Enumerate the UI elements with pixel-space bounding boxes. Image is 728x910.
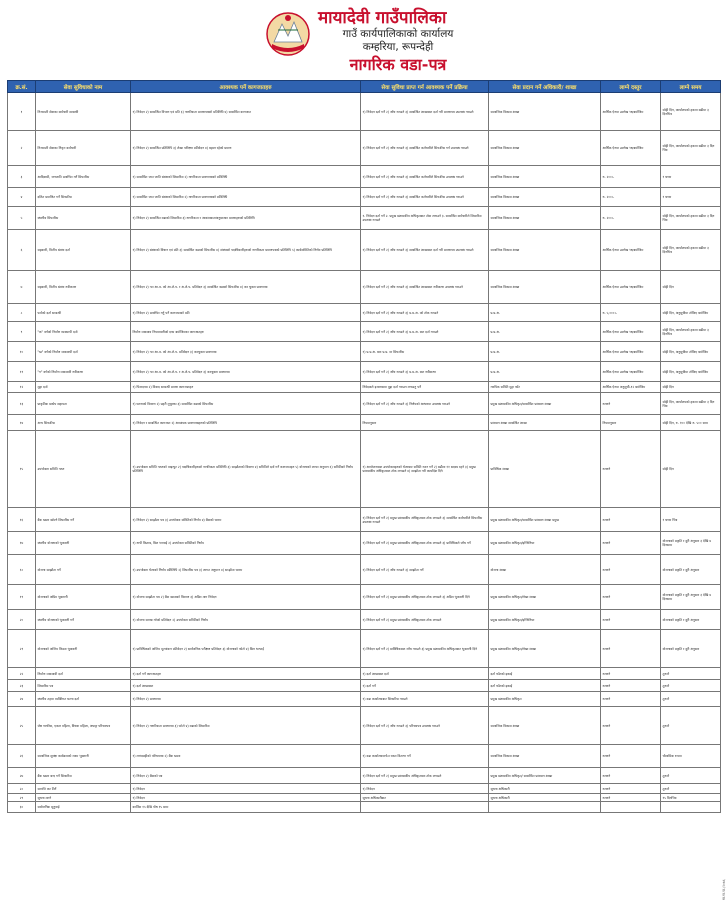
process-cell: १) निवेदन दर्ता गर्ने २) जाँच गराउने ३) प्र.प्र.अ. को तोक गराउने <box>361 304 489 322</box>
fee-cell: आर्थिक ऐनमा उल्लेख भएबमोजिम <box>601 230 661 271</box>
service-name-cell: प्राकृतिक प्रकोप सहायता <box>36 393 131 415</box>
process-cell: सूचना अधिकारीबाट <box>361 794 489 802</box>
service-name-cell: सम्पत्ति कर तिर्ने <box>36 784 131 794</box>
table-row <box>8 188 721 207</box>
process-cell: १) दर्ता शाखाबाट दर्ता <box>361 668 489 680</box>
serial-number-cell: २३ <box>8 680 36 692</box>
officer-cell: प्र.प्र.अ. <box>489 362 601 382</box>
table-row <box>8 794 721 802</box>
fee-cell: नलाग्ने <box>601 707 661 745</box>
table-row <box>8 668 721 680</box>
serial-number-cell: २२ <box>8 668 36 680</box>
fee-cell: नलाग्ने <box>601 393 661 415</box>
fee-cell: नलाग्ने <box>601 692 661 707</box>
fee-cell: नलाग्ने <box>601 794 661 802</box>
time-cell: सोही दिन <box>661 382 721 393</box>
process-cell: १) निवेदन दर्ता गर्ने २) जाँच गराउने ३) प्र.प्र.अ. बाट नवीकरण <box>361 362 489 382</box>
time-cell: १५ दिनभित्र <box>661 794 721 802</box>
fee-cell: नलाग्ने <box>601 745 661 768</box>
serial-number-cell: ६ <box>8 230 36 271</box>
process-cell: १) निवेदन दर्ता गर्ने २) प्रमुख प्रशासकीय अधिकृतबाट तोक लगाउने ३) सम्बन्धित कर्मचारीले सिफारिस उपलब्ध गराउने <box>361 508 489 532</box>
documents-cell: १) निवेदन २) सम्बन्धित वडाको सिफारिस ३) नागरिकता र आवश्यकताअनुसारका प्रमाणहरुको प्रतिलिपि <box>131 207 361 230</box>
time-cell <box>661 802 721 813</box>
serial-number-cell: १८ <box>8 555 36 585</box>
serial-number-cell: १४ <box>8 415 36 431</box>
fee-cell: नलाग्ने <box>601 768 661 784</box>
officer-cell: सूचना अधिकारी <box>489 794 601 802</box>
time-cell: तुरुन्तै <box>661 768 721 784</box>
officer-cell: सामाजिक विकास शाखा <box>489 271 601 304</box>
column-header: आवश्यक पर्ने कागजातहरु <box>131 81 361 93</box>
documents-cell: १) निवेदन २) गत आ.व. को आ.ले.प. र अ.ले.प. प्रतिवेदन ३) करचुक्ता प्रमाणपत्र <box>131 362 361 382</box>
documents-cell: १) निवेदन २) संस्थाको विधान एवं प्रति ३) सम्बन्धित वडाको सिफारिस ४) संस्थाको पदाधिकारीहरुको नागरिकता प्रमाणपत्रको प्रतिलिपि ५) कार्यसमितिको निर्णय प्रतिलिपि <box>131 230 361 271</box>
officer-cell: प्र.प्र.अ. <box>489 304 601 322</box>
officer-cell: प्रमुख प्रशासकीय अधिकृत/लेखा शाखा <box>489 630 601 668</box>
process-cell: १) निवेदन दर्ता गर्ने २) जाँच गराउने ३) सम्बन्धित कर्मचारीले सिफारिस उपलब्ध गराउने <box>361 188 489 207</box>
table-row <box>8 322 721 342</box>
column-header: सेवा सुविधाको नाम <box>36 81 131 93</box>
time-cell: सोही दिन, अनुसूचीमा तोकिए बमोजिम <box>661 342 721 362</box>
fee-cell: आर्थिक ऐनमा उल्लेख भएबमोजिम <box>601 362 661 382</box>
table-row <box>8 692 721 707</box>
office-title: गाउँ कार्यपालिकाको कार्यालय <box>342 28 454 40</box>
officer-cell: प्र.प्र.अ. <box>489 322 601 342</box>
fee-cell: रु. २००।- <box>601 188 661 207</box>
officer-cell: दर्ता फाँटको इकाई <box>489 668 601 680</box>
time-cell: सोही दिन, अनुसूचीमा तोकिए बमोजिम <box>661 362 721 382</box>
table-row <box>8 585 721 610</box>
table-row <box>8 431 721 508</box>
serial-number-cell: २६ <box>8 745 36 768</box>
time-cell: १ घण्टा भित्र <box>661 508 721 532</box>
serial-number-cell: ७ <box>8 271 36 304</box>
serial-number-cell: ८ <box>8 304 36 322</box>
service-name-cell: निर्माण व्यवसायी दर्ता <box>36 668 131 680</box>
table-row <box>8 271 721 304</box>
process-cell: १) वडा कार्यालयमार्फत रकम वितरण गर्ने <box>361 745 489 768</box>
officer-cell: सामाजिक विकास शाखा <box>489 166 601 188</box>
column-header: लाग्ने समय <box>661 81 721 93</box>
process-cell: १) निवेदन दर्ता गर्ने २) जाँच गराउने ३) सम्बन्धित शाखाबाट दर्ता गरी प्रमाणपत्र उपलब्ध गराउने <box>361 230 489 271</box>
officer-cell: सामाजिक विकास शाखा <box>489 188 601 207</box>
serial-number-cell: १ <box>8 93 36 131</box>
service-name-cell: "क" वर्गको निर्माण व्यवसायी दर्ता <box>36 322 131 342</box>
serial-number-cell: २४ <box>8 692 36 707</box>
table-row <box>8 131 721 166</box>
time-cell: तुरुन्तै <box>661 784 721 794</box>
table-row <box>8 166 721 188</box>
table-row <box>8 630 721 668</box>
documents-cell: १) सम्बन्धित जात जाति संस्थाको सिफारिस २) नागरिकता प्रमाणपत्रको प्रतिलिपि <box>131 166 361 188</box>
officer-cell: सामाजिक विकास शाखा <box>489 707 601 745</box>
table-row <box>8 93 721 131</box>
service-name-cell: सार्वजनिक सुनुवाई <box>36 802 131 813</box>
officer-cell: प्रमुख प्रशासकीय अधिकृत/लेखा शाखा <box>489 585 601 610</box>
table-row <box>8 362 721 382</box>
fee-cell: आर्थिक ऐनमा उल्लेख भएबमोजिम <box>601 271 661 304</box>
fee-cell <box>601 802 661 813</box>
process-cell: १) आयोजनाबाट उपभोक्ताहरुको भेलाबाट समिति गठन गर्ने २) बढीमा ११ सदस्य रहने ३) प्रमुख प्रशासकीय अधिकृतबाट तोक लगाउने ४) सम्झौता गरी कार्यादेश दिने <box>361 431 489 508</box>
process-cell: १) निवेदन दर्ता गर्ने २) प्रमुख प्रशासकीय अधिकृतबाट तोक लगाउने <box>361 610 489 630</box>
fee-cell: रु. २००।- <box>601 166 661 188</box>
officer-cell: प्रमुख प्रशासकीय अधिकृत <box>489 692 601 707</box>
process-cell: १) प्र.प्र.अ. बाट प्र.प्र. मा सिफारिस <box>361 342 489 362</box>
service-name-cell: सिफारिस पत्र <box>36 680 131 692</box>
time-cell: सोही दिन, रु. १०० देखि रु. ५०० सम्म <box>661 415 721 431</box>
time-cell: सोही दिन, अनुसूचीमा तोकिए बमोजिम <box>661 304 721 322</box>
service-name-cell: मुद्दा दर्ता <box>36 382 131 393</box>
time-cell: तुरुन्तै <box>661 707 721 745</box>
service-name-cell: स्थानीय योजनाको भुक्तानी गर्ने <box>36 610 131 630</box>
documents-cell: १) नापी किताब, बिल भरपाई २) उपभोक्ता समितिको निर्णय <box>131 532 361 555</box>
officer-cell: प्राविधिक शाखा <box>489 431 601 508</box>
documents-cell: १) निवेदन २) बैंकको पत्र <box>131 768 361 784</box>
table-row <box>8 382 721 393</box>
fee-cell: आर्थिक ऐनमा उल्लेख भएबमोजिम <box>601 131 661 166</box>
time-cell: सोही दिन, कार्यालयको हकमा बढीमा ३ दिनभित्र <box>661 230 721 271</box>
service-name-cell: स्थानीय तहमा व्यक्तिगत घटना दर्ता <box>36 692 131 707</box>
serial-number-cell: २१ <box>8 630 36 668</box>
service-name-cell: बैंक खाता बन्द गर्ने सिफारिस <box>36 768 131 784</box>
service-name-cell: योजनाको अन्तिम किस्ता भुक्तानी <box>36 630 131 668</box>
service-name-cell: सहकारी, वित्तीय संस्था दर्ता <box>36 230 131 271</box>
documents-cell: १) निवेदन २) गत आ.व. को आ.ले.प. र अ.ले.प. प्रतिवेदन ३) सम्बन्धित वडाको सिफारिस ४) कर चुक्ता प्रमाणपत्र <box>131 271 361 304</box>
officer-cell: दर्ता फाँटको इकाई <box>489 680 601 692</box>
documents-cell: निर्माण व्यवसाय नियमावलीको दफा बमोजिमका कागजातहरु <box>131 322 361 342</box>
serial-number-cell: १९ <box>8 585 36 610</box>
citizen-charter-table <box>7 80 721 813</box>
time-cell: सोही दिन, कार्यालयको हकमा बढीमा ३ दिनभित्र <box>661 322 721 342</box>
documents-cell: १) प्राविधिकको अन्तिम मूल्यांकन प्रतिवेदन २) सार्वजनिक परीक्षण प्रतिवेदन ३) योजनाको फोटो ४) बिल भरपाई <box>131 630 361 668</box>
fee-cell: नलाग्ने <box>601 555 661 585</box>
footer-code: मा.गा.पा./२०७६ <box>722 879 726 900</box>
column-header: सेवा सुविधा प्राप्त गर्न आवश्यक पर्ने प्रक्रिया <box>361 81 489 93</box>
documents-cell: १) निवेदन <box>131 794 361 802</box>
fee-cell: नलाग्ने <box>601 680 661 692</box>
serial-number-cell: १६ <box>8 508 36 532</box>
service-name-cell: फर्मको दर्ता सम्बन्धी <box>36 304 131 322</box>
serial-number-cell: १५ <box>8 431 36 508</box>
process-cell: १) निवेदन <box>361 784 489 794</box>
table-row <box>8 680 721 692</box>
office-address: कम्हरिया, रूपन्देही <box>362 41 434 53</box>
fee-cell: आर्थिक ऐनमा अनुसूची-१२ बमोजिम <box>601 382 661 393</box>
table-row <box>8 610 721 630</box>
officer-cell: सामाजिक विकास शाखा <box>489 93 601 131</box>
serial-number-cell: ५ <box>8 207 36 230</box>
time-cell: योजनाको प्रकृति र दुरी अनुसार ३ देखि ७ दिनसम्म <box>661 532 721 555</box>
document-title: नागरिक वडा-पत्र <box>349 55 447 74</box>
service-name-cell: सूचना माग्ने <box>36 794 131 802</box>
table-row <box>8 304 721 322</box>
table-row <box>8 508 721 532</box>
process-cell: १. निवेदन दर्ता गर्ने २. प्रमुख प्रशासकीय अधिकृतबाट तोक लगाउने ३. सम्बन्धित कर्मचारीले सिफारिस उपलब्ध गराउने <box>361 207 489 230</box>
process-cell: १) निवेदन दर्ता गर्ने २) प्राविधिकबाट जाँच गराउने ३) प्रमुख प्रशासकीय अधिकृतबाट भुक्तानी दिने <box>361 630 489 668</box>
process-cell: १) दर्ता गर्ने <box>361 680 489 692</box>
time-cell: योजनाको प्रकृति र दुरी अनुसार <box>661 555 721 585</box>
time-cell: १ घण्टा <box>661 188 721 207</box>
time-cell: सोही दिन, कार्यालयको हकमा बढीमा ३ दिन भित्र <box>661 393 721 415</box>
officer-cell: सूचना अधिकारी <box>489 784 601 794</box>
service-name-cell: योजनाको अग्रिम भुक्तानी <box>36 585 131 610</box>
fee-cell: आर्थिक ऐनमा उल्लेख भएबमोजिम <box>601 93 661 131</box>
documents-cell: १) सम्बन्धित जात जाति संस्थाको सिफारिस २) नागरिकता प्रमाणपत्रको प्रतिलिपि <box>131 188 361 207</box>
serial-number-cell: ३० <box>8 802 36 813</box>
time-cell: सोही दिन, कार्यालयको हकमा बढीमा ३ दिनभित्र <box>661 93 721 131</box>
serial-number-cell: २ <box>8 131 36 166</box>
officer-cell: सामाजिक विकास शाखा <box>489 745 601 768</box>
fee-cell: आर्थिक ऐनमा उल्लेख भएबमोजिम <box>601 342 661 362</box>
service-name-cell: स्थानीय योजनाको भुक्तानी <box>36 532 131 555</box>
officer-cell: प्रमुख प्रशासकीय अधिकृत/इन्जिनियर <box>489 610 601 630</box>
time-cell: चौमासिक रुपमा <box>661 745 721 768</box>
column-header: सेवा प्रदान गर्ने अधिकारी/ शाखा <box>489 81 601 93</box>
fee-cell: नलाग्ने <box>601 585 661 610</box>
fee-cell: नलाग्ने <box>601 508 661 532</box>
time-cell: सोही दिन, कार्यालयको हकमा बढीमा ३ दिन भित्र <box>661 207 721 230</box>
service-name-cell: आदिवासी, जनजाति प्रमाणित गर्ने सिफारिस <box>36 166 131 188</box>
officer-cell: प्रमुख प्रशासकीय अधिकृत/इन्जिनियर <box>489 532 601 555</box>
fee-cell: नलाग्ने <box>601 610 661 630</box>
officer-cell: सामाजिक विकास शाखा <box>489 207 601 230</box>
time-cell: योजनाको प्रकृति र दुरी अनुसार <box>661 630 721 668</box>
serial-number-cell: ९ <box>8 322 36 342</box>
table-row <box>8 230 721 271</box>
process-cell: १) निवेदन दर्ता गर्ने २) जाँच गराउने ३) निर्णयको आधारमा उपलब्ध गराउने <box>361 393 489 415</box>
documents-cell: १) लाभग्राहीको परिचयपत्र २) बैंक खाता <box>131 745 361 768</box>
officer-cell: न्यायिक समिति मुद्दा फाँट <box>489 382 601 393</box>
documents-cell: १) निवेदन २) प्रमाणपत्र <box>131 692 361 707</box>
service-name-cell: उपभोक्ता समिति गठन <box>36 431 131 508</box>
serial-number-cell: १७ <box>8 532 36 555</box>
process-cell: १) निवेदन दर्ता गर्ने २) प्रमुख प्रशासकीय अधिकृतबाट तोक लगाउने ३) अग्रिम भुक्तानी दिने <box>361 585 489 610</box>
service-name-cell: बैंक खाता खोल्ने सिफारिस गर्ने <box>36 508 131 532</box>
table-row <box>8 784 721 794</box>
fee-cell: नलाग्ने <box>601 668 661 680</box>
serial-number-cell: १३ <box>8 393 36 415</box>
service-name-cell: जेष्ठ नागरिक, एकल महिला, विधवा महिला, अपाङ्ग परिचयपत्र <box>36 707 131 745</box>
documents-cell: १) निवेदन २) सम्बन्धित विभाग एवं प्रति ३) नागरिकता प्रमाणपत्रको प्रतिलिपि ४) सम्बन्धित कागजात <box>131 93 361 131</box>
documents-cell: १) निवेदन २) प्रमाणित गर्नु पर्ने कागजातको प्रति <box>131 304 361 322</box>
time-cell: योजनाको प्रकृति र दुरी अनुसार <box>661 610 721 630</box>
table-header-row <box>8 81 721 93</box>
serial-number-cell: २८ <box>8 784 36 794</box>
officer-cell: प्रमुख प्रशासकीय अधिकृत/सम्बन्धित प्रशासन शाखा प्रमुख <box>489 508 601 532</box>
documents-cell: १) निवेदन २) गत आ.व. को आ.ले.प. प्रतिवेदन ३) करचुक्ता प्रमाणपत्र <box>131 342 361 362</box>
time-cell: तुरुन्तै <box>661 668 721 680</box>
serial-number-cell: ४ <box>8 188 36 207</box>
process-cell: १) निवेदन दर्ता गर्ने २) जाँच गराउने ३) सम्बन्धित शाखाबाट दर्ता गरी प्रमाणपत्र उपलब्ध गराउने <box>361 93 489 131</box>
time-cell: योजनाको प्रकृति र दुरी अनुसार ३ देखि ७ दिनसम्म <box>661 585 721 610</box>
documents-cell: १) दर्ता शाखाबाट <box>131 680 361 692</box>
documents-cell: १) निवेदन २) सम्झौता पत्र ३) उपभोक्ता समितिको निर्णय ४) बैंकको फारम <box>131 508 361 532</box>
officer-cell: प्रमुख प्रशासकीय अधिकृत/ सम्बन्धित प्रशासन शाखा <box>489 768 601 784</box>
table-row <box>8 768 721 784</box>
table-row <box>8 745 721 768</box>
time-cell: सोही दिन, कार्यालयको हकमा बढीमा ३ दिन भित्र <box>661 131 721 166</box>
documents-cell: १) उपभोक्ता भेलाको निर्णय प्रतिलिपि २) सिफारिस पत्र ३) लागत अनुमान ४) सम्झौता फारम <box>131 555 361 585</box>
table-row <box>8 707 721 745</box>
serial-number-cell: २० <box>8 610 36 630</box>
process-cell: १) निवेदन दर्ता गर्ने २) जाँच गराउने ३) सम्झौता गर्ने <box>361 555 489 585</box>
documents-cell: १) निवेदन र सम्बन्धित कागजात २) आवश्यक प्रमाणपत्रहरुको प्रतिलिपि <box>131 415 361 431</box>
process-cell: १) वडा कार्यालयबाट सिफारिस गराउने <box>361 692 489 707</box>
process-cell: १) निवेदन दर्ता गर्ने २) प्रमुख प्रशासकीय अधिकृतबाट तोक लगाउने <box>361 768 489 784</box>
service-name-cell: दलित प्रमाणित गर्ने सिफारिस <box>36 188 131 207</box>
fee-cell: नियमानुसार <box>601 415 661 431</box>
column-header: लाग्ने दस्तुर <box>601 81 661 93</box>
documents-cell: १) निवेदन २) नागरिकता प्रमाणपत्र ३) फोटो ४) वडाको सिफारिस <box>131 707 361 745</box>
page-header <box>0 0 728 80</box>
serial-number-cell: १० <box>8 342 36 362</box>
service-name-cell: अन्य सिफारिस <box>36 415 131 431</box>
documents-cell: १) फिरादपत्र २) विवाद सम्बन्धी प्रमाण कागजातहरु <box>131 382 361 393</box>
documents-cell: १) योजना सम्पन्न गरेको प्रतिवेदन २) उपभोक्ता समितिको निर्णय <box>131 610 361 630</box>
officer-cell: प्र.प्र.अ. <box>489 342 601 362</box>
process-cell: निवेदकले इजलासमा मुद्दा दर्ता गराउन लगाउनु पर्ने <box>361 382 489 393</box>
table-row <box>8 532 721 555</box>
serial-number-cell: १२ <box>8 382 36 393</box>
service-name-cell: योजना सम्झौता गर्ने <box>36 555 131 585</box>
time-cell: तुरुन्तै <box>661 680 721 692</box>
officer-cell: प्रमुख प्रशासकीय अधिकृत/सम्बन्धित प्रशासन शाखा <box>489 393 601 415</box>
time-cell: सोही दिन <box>661 271 721 304</box>
nepal-emblem-icon <box>266 10 310 58</box>
service-name-cell: सामाजिक सुरक्षा कार्यक्रमको रकम भुक्तानी <box>36 745 131 768</box>
documents-cell: कार्तिक १५ देखि पौष १५ सम्म <box>131 802 361 813</box>
fee-cell: रु. २००।- <box>601 207 661 230</box>
time-cell: १ घण्टा <box>661 166 721 188</box>
process-cell: १) निवेदन दर्ता गर्ने २) जाँच गराउने ३) प्र.प्र.अ. बाट दर्ता गराउने <box>361 322 489 342</box>
process-cell: १) निवेदन दर्ता गर्ने २) जाँच गराउने ३) सम्बन्धित कर्मचारीले सिफारिस उपलब्ध गराउने <box>361 166 489 188</box>
officer-cell: योजना शाखा <box>489 555 601 585</box>
table-row <box>8 555 721 585</box>
process-cell: १) निवेदन दर्ता गर्ने २) जाँच गराउने ३) सम्बन्धित शाखाबाट नवीकरण उपलब्ध गराउने <box>361 271 489 304</box>
serial-number-cell: ११ <box>8 362 36 382</box>
service-name-cell: "ग" वर्गको निर्माण व्यवसायी नवीकरण <box>36 362 131 382</box>
documents-cell: १) उपभोक्ता समिति गठनको माइन्युट २) पदाधिकारीहरुको नागरिकता प्रतिलिपि ३) सम्झौताको विवरण ४) समितिले दर्ता गर्ने कागजातहरु ५) योजनाको लागत अनुमान ६) समितिको निर्णय प्रतिलिपि <box>131 431 361 508</box>
time-cell: तुरुन्तै <box>661 692 721 707</box>
fee-cell: नलाग्ने <box>601 532 661 555</box>
serial-number-cell: ३ <box>8 166 36 188</box>
table-row <box>8 415 721 431</box>
service-name-cell: निजामती सेवाका निवृत्त कर्मचारी <box>36 131 131 166</box>
column-header: क्र.सं. <box>8 81 36 93</box>
documents-cell: १) दर्ता गर्ने कागजातहरु <box>131 668 361 680</box>
fee-cell: नलाग्ने <box>601 431 661 508</box>
process-cell <box>361 802 489 813</box>
serial-number-cell: २७ <box>8 768 36 784</box>
table-row <box>8 207 721 230</box>
table-row <box>8 802 721 813</box>
service-name-cell: "ख" वर्गको निर्माण व्यवसायी दर्ता <box>36 342 131 362</box>
fee-cell: नलाग्ने <box>601 784 661 794</box>
service-name-cell: निजामती सेवाका कर्मचारी सम्बन्धी <box>36 93 131 131</box>
municipality-title: मायादेवी गाउँपालिका <box>318 8 447 28</box>
process-cell: नियमानुसार <box>361 415 489 431</box>
table-body <box>8 93 721 813</box>
fee-cell: रु. ५,०००।- <box>601 304 661 322</box>
process-cell: १) निवेदन दर्ता गर्ने २) प्रमुख प्रशासकीय अधिकृतबाट तोक लगाउने ३) प्राविधिकले जाँच गर्ने <box>361 532 489 555</box>
documents-cell: १) निवेदन २) सम्बन्धित प्रतिलिपि ३) लेखा परीक्षण प्रतिवेदन ४) बहाल रहेको प्रमाण <box>131 131 361 166</box>
process-cell: १) निवेदन दर्ता गर्ने २) जाँच गराउने ३) सम्बन्धित कर्मचारीले सिफारिस गर्न उपलब्ध गराउने <box>361 131 489 166</box>
fee-cell: नलाग्ने <box>601 630 661 668</box>
serial-number-cell: २५ <box>8 707 36 745</box>
officer-cell: प्रशासन शाखा सम्बन्धित शाखा <box>489 415 601 431</box>
table-row <box>8 342 721 362</box>
process-cell: १) निवेदन दर्ता गर्ने २) जाँच गराउने ३) परिचयपत्र उपलब्ध गराउने <box>361 707 489 745</box>
fee-cell: आर्थिक ऐनमा उल्लेख भएबमोजिम <box>601 322 661 342</box>
service-name-cell: स्थानीय सिफारिस <box>36 207 131 230</box>
documents-cell: १) योजना सम्झौता पत्र २) बैंक खाताको विवरण ३) अग्रिम माग निवेदन <box>131 585 361 610</box>
table-row <box>8 393 721 415</box>
officer-cell: सामाजिक विकास शाखा <box>489 230 601 271</box>
officer-cell <box>489 802 601 813</box>
serial-number-cell: २९ <box>8 794 36 802</box>
header-titles <box>318 8 478 74</box>
service-name-cell: सहकारी, वित्तीय संस्था नवीकरण <box>36 271 131 304</box>
documents-cell: १) निवेदन <box>131 784 361 794</box>
documents-cell: १) घटनाको विवरण २) प्रहरी मुचुल्का ३) सम्बन्धित वडाको सिफारिस <box>131 393 361 415</box>
officer-cell: सामाजिक विकास शाखा <box>489 131 601 166</box>
time-cell: सोही दिन <box>661 431 721 508</box>
